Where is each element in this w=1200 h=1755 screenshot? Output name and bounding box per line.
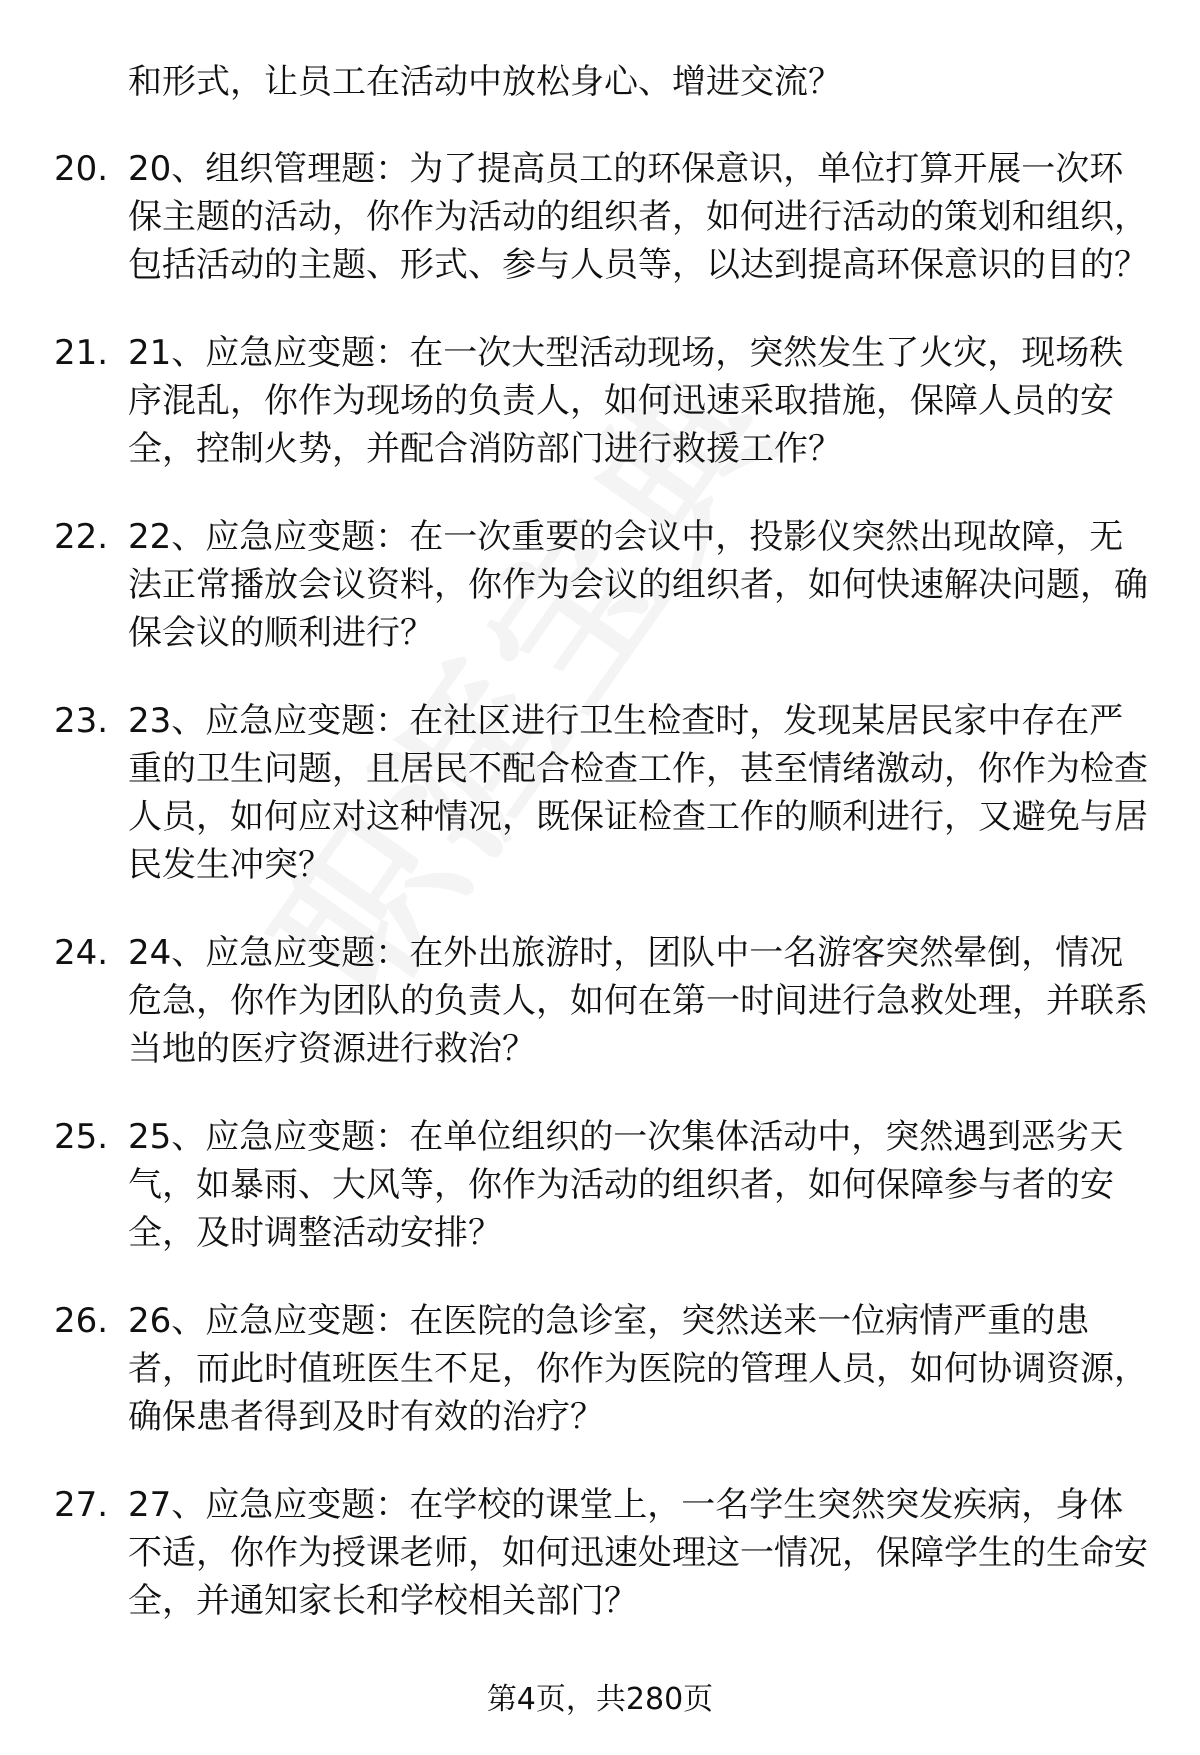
list-item — [0, 1481, 1200, 1625]
item-text: 26、应急应变题：在医院的急诊室，突然送来一位病情严重的患者，而此时值班医生不足，你作为医院的管理人员，如何协调资源，确保患者得到及时有效的治疗？ — [128, 1301, 1148, 1437]
list-item — [0, 929, 1200, 1073]
item-text: 24、应急应变题：在外出旅游时，团队中一名游客突然晕倒，情况危急，你作为团队的负责人，如何在第一时间进行急救处理，并联系当地的医疗资源进行救治？ — [128, 933, 1148, 1069]
list-item — [0, 1113, 1200, 1257]
question-list — [0, 145, 1200, 1665]
item-text: 21、应急应变题：在一次大型活动现场，突然发生了火灾，现场秩序混乱，你作为现场的负责人，如何迅速采取措施，保障人员的安全，控制火势，并配合消防部门进行救援工作？ — [128, 333, 1124, 469]
page-footer: 第4页，共280页 — [486, 1682, 714, 1717]
list-item — [0, 329, 1200, 473]
item-number: 25. — [54, 1117, 109, 1157]
item-text: 25、应急应变题：在单位组织的一次集体活动中，突然遇到恶劣天气，如暴雨、大风等，你作为活动的组织者，如何保障参与者的安全，及时调整活动安排？ — [128, 1117, 1124, 1253]
item-number: 20. — [54, 149, 109, 189]
item-number: 21. — [54, 333, 109, 373]
list-item — [0, 697, 1200, 889]
list-item — [0, 1297, 1200, 1441]
list-item — [0, 145, 1200, 289]
item-text: 23、应急应变题：在社区进行卫生检查时，发现某居民家中存在严重的卫生问题，且居民不配合检查工作，甚至情绪激动，你作为检查人员，如何应对这种情况，既保证检查工作的顺利进行，又避免与居民发生冲突？ — [128, 701, 1148, 885]
item-text: 20、组织管理题：为了提高员工的环保意识，单位打算开展一次环保主题的活动，你作为活动的组织者，如何进行活动的策划和组织，包括活动的主题、形式、参与人员等，以达到提高环保意识的目的？ — [128, 149, 1148, 285]
item-number: 26. — [54, 1301, 109, 1341]
item-number: 24. — [54, 933, 109, 973]
continuation-text: 和形式，让员工在活动中放松身心、增进交流？ — [128, 62, 842, 102]
item-text: 27、应急应变题：在学校的课堂上，一名学生突然突发疾病，身体不适，你作为授课老师，如何迅速处理这一情况，保障学生的生命安全，并通知家长和学校相关部门？ — [128, 1485, 1148, 1621]
item-number: 27. — [54, 1485, 109, 1525]
item-number: 22. — [54, 517, 109, 557]
item-number: 23. — [54, 701, 109, 741]
item-text: 22、应急应变题：在一次重要的会议中，投影仪突然出现故障，无法正常播放会议资料，你作为会议的组织者，如何快速解决问题，确保会议的顺利进行？ — [128, 517, 1148, 653]
list-item — [0, 513, 1200, 657]
